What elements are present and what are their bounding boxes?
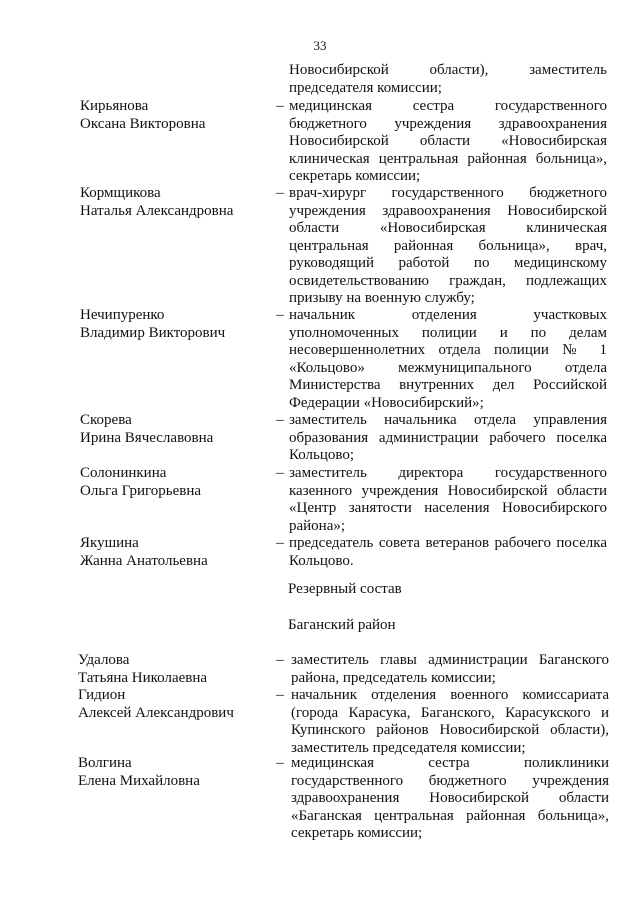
member-surname: Якушина: [80, 535, 139, 551]
member-description: [289, 412, 607, 465]
member-name: [80, 535, 270, 570]
district-heading: Баганский район: [288, 617, 396, 633]
dash: –: [276, 652, 284, 668]
description-line: уполномоченных полиции и по делам: [289, 324, 607, 341]
description-line: секретарь комиссии;: [291, 825, 423, 841]
dash: –: [276, 98, 284, 114]
member-name: [80, 465, 270, 500]
description-line: Федерации «Новосибирский»;: [289, 394, 484, 411]
description-line: председатель совета ветеранов рабочего поселка: [289, 535, 607, 551]
description-line: начальник отделения участковых: [289, 307, 607, 323]
dash: –: [276, 307, 284, 323]
member-description: [289, 185, 607, 308]
member-name: [80, 98, 270, 133]
description-line: освидетельствованию граждан, подлежащих: [289, 272, 607, 289]
dash: –: [276, 755, 284, 771]
member-given-name: Ирина Вячеславовна: [80, 429, 214, 446]
member-given-name: Татьяна Николаевна: [78, 669, 208, 686]
member-description: [289, 465, 607, 535]
member-surname: Кирьянова: [80, 98, 149, 114]
continuation-description: [289, 62, 607, 97]
description-line: Кольцово.: [289, 552, 354, 569]
member-given-name: Ольга Григорьевна: [80, 482, 202, 499]
member-surname: Кормщикова: [80, 185, 161, 201]
description-line: заместитель директора государственного: [289, 465, 607, 481]
member-given-name: Владимир Викторович: [80, 324, 226, 341]
description-line: района»;: [289, 517, 346, 534]
dash: –: [276, 465, 284, 481]
member-surname: Гидион: [78, 687, 126, 703]
member-name: [80, 185, 270, 220]
description-line: призыву на военную службу;: [289, 290, 475, 306]
member-given-name: Елена Михайловна: [78, 772, 200, 789]
member-given-name: Оксана Викторовна: [80, 115, 206, 132]
description-line: руководящий работой по медицинскому: [289, 255, 607, 271]
description-line: здравоохранения Новосибирской области: [291, 790, 609, 806]
reserve-heading: Резервный состав: [288, 581, 402, 597]
description-line: Кольцово;: [289, 447, 355, 463]
member-surname: Скорева: [80, 412, 132, 428]
description-line: «Центр занятости населения Новосибирского: [289, 500, 607, 516]
member-description: [291, 755, 609, 843]
description-line: заместитель председателя комиссии;: [291, 739, 526, 756]
dash: –: [276, 535, 284, 551]
member-description: [289, 535, 607, 570]
description-line: Министерства внутренних дел Российской: [289, 377, 607, 393]
description-line: учреждения здравоохранения Новосибирской: [289, 202, 607, 219]
dash: –: [276, 185, 284, 201]
description-line: Новосибирской области «Новосибирская: [289, 133, 607, 149]
description-line: образования администрации рабочего поселка: [289, 429, 607, 446]
description-line: района, председатель комиссии;: [291, 669, 496, 686]
description-line: клиническая центральная районная больница»,: [289, 150, 607, 167]
description-line: несовершеннолетних отдела полиции № 1: [289, 342, 607, 358]
description-line: врач-хирург государственного бюджетного: [289, 185, 607, 201]
description-line: государственного бюджетного учреждения: [291, 772, 609, 789]
dash: –: [276, 412, 284, 428]
description-line: «Кольцово» межмуниципального отдела: [289, 359, 607, 376]
member-surname: Солонинкина: [80, 465, 167, 481]
member-surname: Волгина: [78, 755, 132, 771]
member-description: [291, 652, 609, 687]
description-line: «Баганская центральная районная больница»,: [291, 807, 609, 824]
member-description: [291, 687, 609, 757]
member-given-name: Алексей Александрович: [78, 704, 234, 721]
member-surname: Нечипуренко: [80, 307, 165, 323]
member-name: [78, 652, 268, 687]
member-name: [80, 307, 270, 342]
description-line: председателя комиссии;: [289, 79, 442, 96]
dash: –: [276, 687, 284, 703]
member-description: [289, 307, 607, 412]
member-name: [78, 687, 268, 722]
description-line: секретарь комиссии;: [289, 168, 421, 184]
description-line: заместитель начальника отдела управления: [289, 412, 607, 428]
description-line: казенного учреждения Новосибирской области: [289, 482, 607, 499]
description-line: центральная районная больница», врач,: [289, 237, 607, 254]
member-name: [80, 412, 270, 447]
member-description: [289, 98, 607, 186]
member-name: [78, 755, 268, 790]
description-line: (города Карасука, Баганского, Карасукского и: [291, 704, 609, 721]
description-line: заместитель главы администрации Баганского: [291, 652, 609, 668]
description-line: области «Новосибирская клиническая: [289, 220, 607, 236]
description-line: Купинского районов Новосибирской области),: [291, 722, 609, 738]
description-line: медицинская сестра поликлиники: [291, 755, 609, 771]
page-number: 33: [313, 38, 327, 53]
description-line: медицинская сестра государственного: [289, 98, 607, 114]
member-surname: Удалова: [78, 652, 130, 668]
member-given-name: Жанна Анатольевна: [80, 552, 208, 569]
member-given-name: Наталья Александровна: [80, 202, 234, 219]
description-line: бюджетного учреждения здравоохранения: [289, 115, 607, 132]
description-line: Новосибирской области), заместитель: [289, 62, 607, 78]
description-line: начальник отделения военного комиссариата: [291, 687, 609, 703]
